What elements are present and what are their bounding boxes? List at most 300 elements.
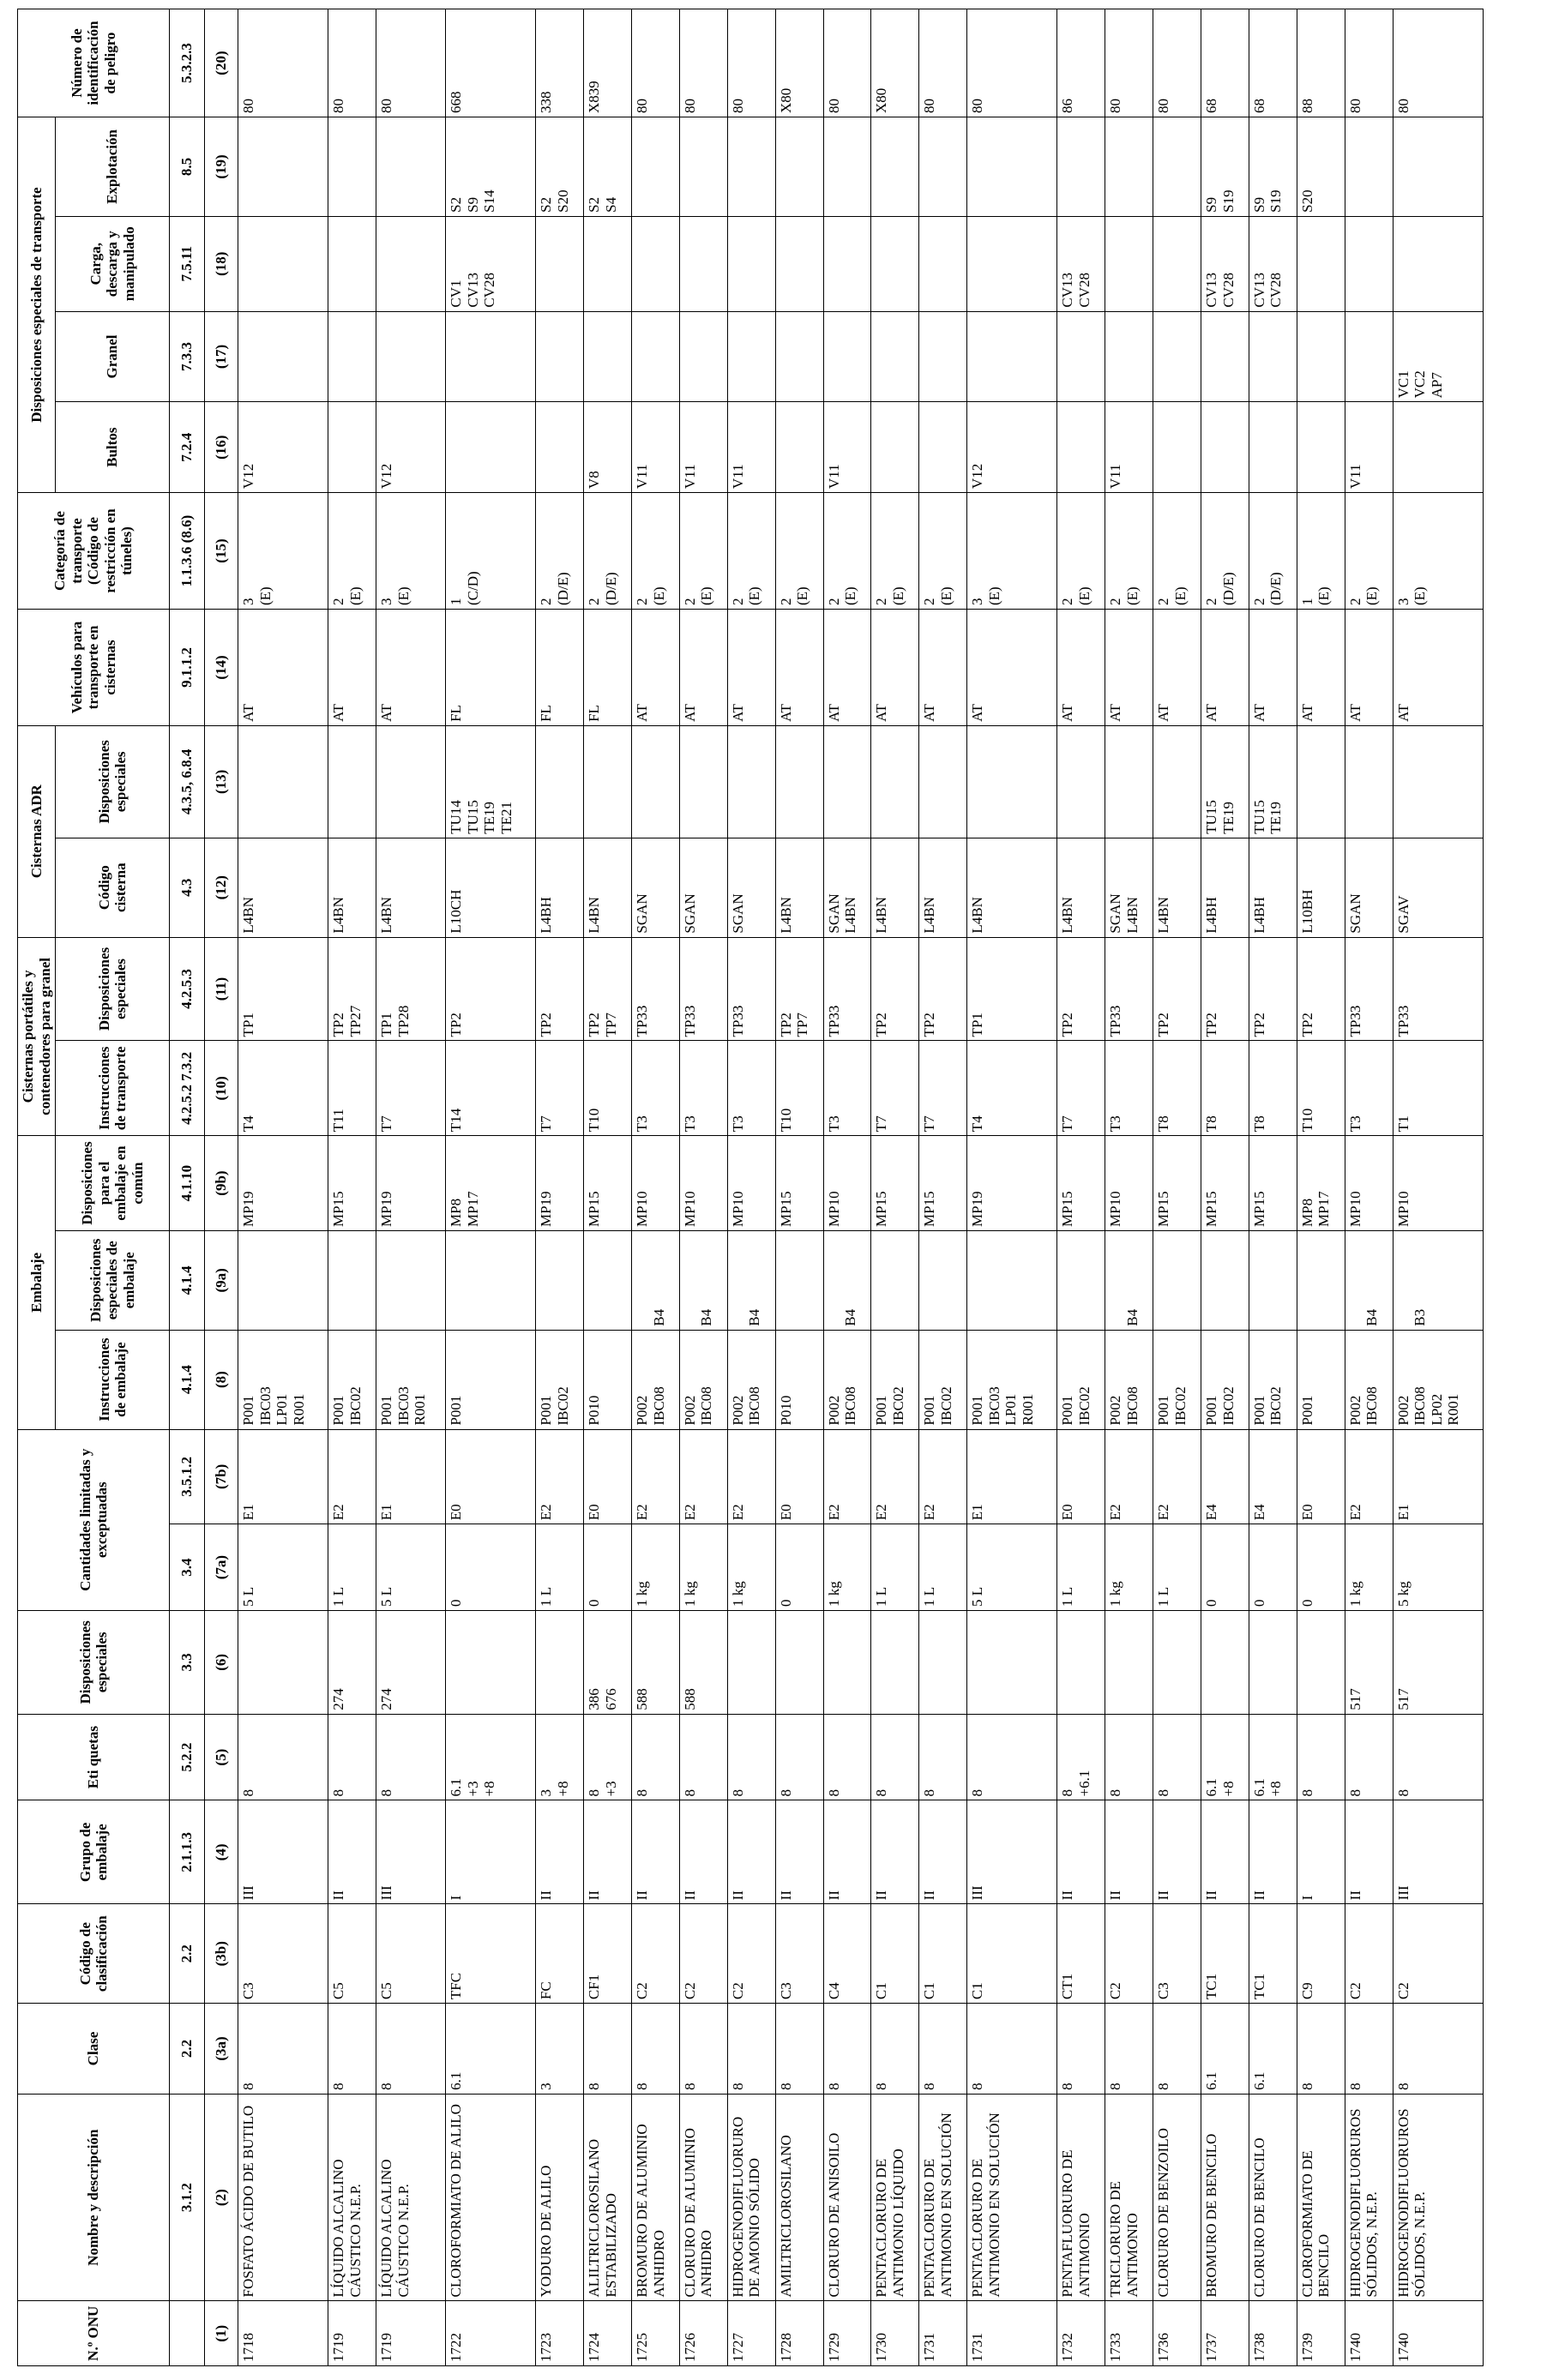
cell-line: 1 [1298, 598, 1315, 605]
table-cell [679, 117, 727, 217]
cell-line [1347, 730, 1364, 834]
table-cell [1297, 1714, 1345, 1800]
table-cell [1057, 2004, 1105, 2095]
substance-name-cell [1393, 2094, 1484, 2301]
table-cell [376, 937, 446, 1041]
cell-line: V12 [969, 463, 986, 490]
table-cell [1345, 402, 1393, 493]
cell-line: 1 kg [681, 1581, 698, 1607]
cell-line [730, 220, 747, 308]
table-cell [1153, 1524, 1201, 1611]
cell-line: MP10 [825, 1191, 842, 1227]
cell-line: TP1 [969, 1013, 986, 1037]
cell-line: L4BN [1155, 897, 1172, 934]
table-cell [445, 9, 535, 117]
table-cell [1249, 1330, 1297, 1429]
cell-line: T3 [1346, 1115, 1363, 1133]
cell-line: TP2 [447, 1013, 464, 1037]
cell-line: C5 [330, 1982, 347, 2000]
table-cell [1105, 117, 1153, 217]
cell-line: E2 [681, 1504, 698, 1521]
cell-line: 0 [1250, 1599, 1267, 1607]
table-cell [1201, 311, 1249, 402]
cell-line: AT [378, 704, 395, 722]
cell-line: C2 [1346, 1982, 1363, 2000]
column-number-cell: (20) [205, 9, 238, 117]
un-number-cell [1297, 2301, 1345, 2366]
cell-line: AT [1394, 704, 1412, 722]
cell-line: LP01 [1002, 1393, 1020, 1426]
cell-line: IBC03 [256, 1386, 274, 1426]
table-cell [1105, 311, 1153, 402]
table-cell [871, 117, 919, 217]
cell-line [682, 220, 699, 308]
cell-line [1155, 316, 1172, 399]
cell-line: 8 [729, 2082, 746, 2090]
cell-line: S4 [602, 196, 619, 213]
table-cell [823, 1041, 871, 1136]
table-cell [536, 1524, 584, 1611]
table-cell [727, 1904, 775, 2004]
table-cell [1297, 1524, 1345, 1611]
table-cell [1297, 1904, 1345, 2004]
table-cell [1249, 1429, 1297, 1524]
table-cell [445, 1041, 535, 1136]
un-number-cell [1057, 2301, 1105, 2366]
table-cell [1297, 1800, 1345, 1904]
cell-line: 6.1 [1203, 1778, 1220, 1797]
cell-line: 80 [1155, 99, 1172, 114]
cell-line: S19 [1219, 189, 1237, 213]
cell-line: II [330, 1890, 347, 1901]
cell-line: E4 [1250, 1504, 1267, 1521]
cell-line: III [240, 1885, 257, 1901]
table-cell [1297, 493, 1345, 610]
table-cell [727, 1610, 775, 1714]
substance-name-cell [775, 2094, 823, 2301]
table-cell [328, 1041, 376, 1136]
cell-line: 6.1 [1250, 1778, 1267, 1797]
cell-line: 80 [330, 99, 347, 114]
cell-line: B4 [1363, 1308, 1381, 1326]
cell-line [634, 730, 651, 834]
column-number-cell: (3b) [205, 1904, 238, 2004]
cell-line: 8 [586, 2082, 603, 2090]
cell-line: 1723 [538, 2333, 555, 2362]
table-cell [1057, 493, 1105, 610]
column-number-cell: (8) [205, 1330, 238, 1429]
cell-line: 80 [634, 99, 651, 114]
cell-line: I [1298, 1895, 1315, 1901]
cell-line: C2 [729, 1982, 746, 2000]
cell-line: II [921, 1890, 938, 1901]
cell-line: 8 [825, 1788, 842, 1797]
table-cell [328, 1330, 376, 1429]
column-number-cell: (18) [205, 216, 238, 311]
cell-line: TP2 [586, 1013, 603, 1037]
cell-line [1251, 1614, 1268, 1710]
un-number-cell [967, 2301, 1057, 2366]
cell-line: T3 [825, 1115, 842, 1133]
cell-line: CV13 [1203, 273, 1220, 308]
table-cell [967, 838, 1057, 937]
cell-line [1155, 220, 1172, 308]
table-cell [823, 609, 871, 725]
cell-line: TE21 [497, 802, 515, 834]
table-cell [679, 1041, 727, 1136]
table-cell [679, 609, 727, 725]
cell-line: TRICLORURO DE ANTIMONIO [1107, 2180, 1141, 2298]
table-cell [775, 493, 823, 610]
table-cell [1153, 9, 1201, 117]
table-cell [536, 1800, 584, 1904]
cell-line [1251, 1235, 1268, 1326]
table-cell [1201, 1041, 1249, 1136]
table-cell [1201, 216, 1249, 311]
cell-line [1107, 730, 1124, 834]
table-cell [328, 937, 376, 1041]
table-cell [1153, 493, 1201, 610]
table-cell [632, 1330, 680, 1429]
cell-line: 6.1 [447, 1778, 464, 1797]
cell-line: TP2 [1059, 1013, 1076, 1037]
cell-line: MP19 [378, 1191, 395, 1227]
table-cell [536, 402, 584, 493]
table-cell [1393, 117, 1484, 217]
cell-line [969, 1235, 986, 1326]
cell-line: E2 [1155, 1504, 1172, 1521]
cell-line [778, 121, 795, 213]
table-cell [376, 1136, 446, 1231]
cell-line: 386 [586, 1688, 603, 1710]
cell-line [682, 316, 699, 399]
table-cell [919, 1524, 967, 1611]
table-cell [727, 838, 775, 937]
table-cell [632, 2004, 680, 2095]
cell-line: S2 [538, 196, 555, 213]
cell-line: IBC08 [650, 1386, 667, 1426]
table-cell [967, 937, 1057, 1041]
table-cell [1249, 9, 1297, 117]
cell-line: 8 [777, 2082, 794, 2090]
reference-cell: 8.5 [170, 117, 205, 217]
cell-line [1251, 316, 1268, 399]
table-cell [775, 937, 823, 1041]
table-cell [775, 1330, 823, 1429]
cell-line: L4BN [586, 897, 603, 934]
cell-line: III [1394, 1885, 1412, 1901]
table-cell [328, 2004, 376, 2095]
reference-cell: 3.1.2 [170, 2094, 205, 2301]
substance-name-cell [727, 2094, 775, 2301]
table-cell [967, 1714, 1057, 1800]
cell-line: E0 [586, 1504, 603, 1521]
table-cell [1345, 1714, 1393, 1800]
table-cell [1297, 1041, 1345, 1136]
table-cell [376, 117, 446, 217]
reference-cell: 3.3 [170, 1610, 205, 1714]
cell-line: +8 [481, 1781, 498, 1797]
table-cell [1345, 1429, 1393, 1524]
table-cell [445, 609, 535, 725]
cell-line: TE19 [1267, 802, 1285, 834]
cell-line: T10 [1298, 1108, 1315, 1133]
reference-cell: 2.2 [170, 2004, 205, 2095]
table-cell [1393, 725, 1484, 838]
table-cell [727, 117, 775, 217]
cell-line: (E) [347, 586, 364, 605]
cell-line: II [1250, 1890, 1267, 1901]
table-cell [1297, 216, 1345, 311]
cell-line: P001 [1203, 1395, 1220, 1426]
cell-line: TP33 [1346, 1005, 1363, 1037]
cell-line: TFC [447, 1972, 464, 2000]
cell-line: 3 [378, 598, 395, 605]
cell-line: 8 [921, 1788, 938, 1797]
table-cell [1393, 1800, 1484, 1904]
cell-line: II [538, 1890, 555, 1901]
cell-line: 86 [1059, 99, 1076, 114]
table-cell [775, 1904, 823, 2004]
cell-line: 0 [1203, 1599, 1220, 1607]
table-cell [823, 1714, 871, 1800]
cell-line: YODURO DE ALILO [538, 2165, 555, 2298]
table-cell [823, 493, 871, 610]
table-cell [823, 1610, 871, 1714]
table-row [1153, 9, 1201, 2366]
cell-line: CV13 [1250, 273, 1267, 308]
table-cell [1345, 117, 1393, 217]
header-name: Nombre y descripción [18, 2094, 170, 2301]
cell-line: (E) [256, 586, 274, 605]
cell-line: L4BN [240, 897, 257, 934]
table-cell [632, 1610, 680, 1714]
un-number-cell [536, 2301, 584, 2366]
table-cell [328, 117, 376, 217]
table-cell [823, 1524, 871, 1611]
table-cell [1297, 311, 1345, 402]
cell-line: IBC02 [1267, 1386, 1285, 1426]
cell-line: L4BN [921, 897, 938, 934]
table-cell [584, 117, 632, 217]
table-cell [727, 9, 775, 117]
table-cell [1345, 493, 1393, 610]
cell-line [378, 220, 395, 308]
cell-line: 8 [969, 1788, 986, 1797]
cell-line [969, 730, 986, 834]
table-cell [238, 311, 328, 402]
cell-line: ALILTRICLOROSILANO ESTABILIZADO [586, 2139, 619, 2298]
cell-line: T3 [729, 1115, 746, 1133]
cell-line [873, 730, 890, 834]
table-cell [238, 493, 328, 610]
cell-line: (E) [1315, 586, 1333, 605]
table-cell [376, 2004, 446, 2095]
table-cell [1249, 1041, 1297, 1136]
table-cell [967, 1610, 1057, 1714]
table-cell [445, 1230, 535, 1330]
cell-line: PENTACLORURO DE ANTIMONIO LÍQUIDO [873, 2149, 906, 2298]
cell-line: 1719 [330, 2333, 347, 2362]
table-cell [632, 609, 680, 725]
header-special-provisions: Disposiciones especiales [18, 1610, 170, 1714]
cell-line: AT [1250, 704, 1267, 722]
cell-line [1107, 1235, 1124, 1326]
cell-line: +6.1 [1076, 1770, 1093, 1797]
table-cell [823, 216, 871, 311]
table-cell [1297, 1610, 1345, 1714]
cell-line: LÍQUIDO ALCALINO CÁUSTICO N.E.P. [378, 2159, 412, 2298]
cell-line: II [634, 1890, 651, 1901]
cell-line: 2 [586, 598, 603, 605]
table-cell [238, 1041, 328, 1136]
cell-line: V8 [586, 471, 603, 490]
un-number-cell [1249, 2301, 1297, 2366]
table-cell [536, 2004, 584, 2095]
table-cell [536, 1904, 584, 2004]
cell-line: T1 [1394, 1115, 1412, 1133]
cell-line: 1 L [538, 1586, 555, 1607]
substance-name-cell [584, 2094, 632, 2301]
un-number-cell [919, 2301, 967, 2366]
table-cell [679, 1524, 727, 1611]
table-cell [727, 725, 775, 838]
cell-line: R001 [290, 1393, 307, 1426]
cell-line: 0 [586, 1599, 603, 1607]
cell-line: +8 [554, 1781, 571, 1797]
reference-cell: 7.2.4 [170, 402, 205, 493]
table-cell [727, 1800, 775, 1904]
cell-line: C2 [1394, 1982, 1412, 2000]
cell-line: C1 [873, 1982, 890, 2000]
table-cell [823, 937, 871, 1041]
cell-line [330, 406, 347, 489]
cell-line: P002 [681, 1395, 698, 1426]
cell-line: 1 [447, 598, 464, 605]
table-cell [1393, 402, 1484, 493]
table-cell [1201, 402, 1249, 493]
cell-line [1107, 316, 1124, 399]
table-cell [584, 216, 632, 311]
cell-line: T4 [240, 1115, 257, 1133]
cell-line: T7 [1059, 1115, 1076, 1133]
table-row [536, 9, 584, 2366]
cell-line: TP2 [538, 1013, 555, 1037]
table-cell [871, 937, 919, 1041]
cell-line: 1740 [1346, 2333, 1363, 2362]
cell-line: MP15 [1059, 1191, 1076, 1227]
table-cell [1345, 609, 1393, 725]
table-cell [679, 1330, 727, 1429]
table-cell [871, 1330, 919, 1429]
table-cell [1057, 1330, 1105, 1429]
cell-line: MP15 [586, 1191, 603, 1227]
cell-line: 80 [1394, 99, 1412, 114]
table-cell [1201, 937, 1249, 1041]
cell-line: MP19 [538, 1191, 555, 1227]
un-number-cell [1345, 2301, 1393, 2366]
un-number-cell [376, 2301, 446, 2366]
cell-line [873, 406, 890, 489]
cell-line: 6.1 [1250, 2071, 1267, 2090]
table-cell [1057, 1041, 1105, 1136]
header-un-no: N.º ONU [18, 2301, 170, 2366]
reference-cell: 4.3.5, 6.8.4 [170, 725, 205, 838]
cell-line: (E) [937, 586, 954, 605]
cell-line: +8 [1267, 1781, 1285, 1797]
table-cell [823, 9, 871, 117]
cell-line: 1733 [1107, 2333, 1124, 2362]
table-row [1057, 9, 1105, 2366]
table-cell [445, 1429, 535, 1524]
cell-line: IBC08 [1412, 1386, 1429, 1426]
cell-line: P002 [825, 1395, 842, 1426]
cell-line [1347, 121, 1364, 213]
cell-line: AT [240, 704, 257, 722]
cell-line: AT [681, 704, 698, 722]
cell-line: T3 [681, 1115, 698, 1133]
table-cell [871, 609, 919, 725]
dangerous-goods-table [17, 9, 1484, 2366]
cell-line: IBC08 [842, 1386, 859, 1426]
cell-line: CF1 [586, 1974, 603, 2000]
cell-line: R001 [1445, 1393, 1462, 1426]
table-cell [775, 1800, 823, 1904]
cell-line: S9 [1250, 196, 1267, 213]
table-cell [238, 1136, 328, 1231]
table-cell [967, 1330, 1057, 1429]
cell-line: II [1155, 1890, 1172, 1901]
cell-line: 0 [777, 1599, 794, 1607]
reference-cell: 4.1.10 [170, 1136, 205, 1231]
cell-line: II [825, 1890, 842, 1901]
table-cell [919, 1136, 967, 1231]
cell-line: (D/E) [554, 572, 571, 605]
cell-line: AT [969, 704, 986, 722]
table-cell [775, 2004, 823, 2095]
cell-line: LP02 [1428, 1393, 1445, 1426]
table-cell [445, 1904, 535, 2004]
cell-line: 8 [969, 2082, 986, 2090]
table-cell [536, 1330, 584, 1429]
cell-line: 2 [330, 598, 347, 605]
column-number-cell: (6) [205, 1610, 238, 1714]
table-cell [328, 1136, 376, 1231]
table-cell [445, 1800, 535, 1904]
cell-line [921, 1614, 938, 1710]
table-cell [1105, 1904, 1153, 2004]
cell-line: II [873, 1890, 890, 1901]
table-cell [238, 1429, 328, 1524]
cell-line: VC2 [1412, 370, 1429, 399]
table-cell [1153, 1429, 1201, 1524]
cell-line: TP33 [681, 1005, 698, 1037]
cell-line: C3 [1155, 1982, 1172, 2000]
table-cell [1057, 1714, 1105, 1800]
table-cell [967, 1230, 1057, 1330]
table-cell [871, 2004, 919, 2095]
cell-line: PENTAFLUORURO DE ANTIMONIO [1059, 2149, 1093, 2298]
cell-line: 8 [873, 1788, 890, 1797]
cell-line: S20 [554, 189, 571, 213]
cell-line: L4BH [1203, 897, 1220, 934]
table-cell [919, 402, 967, 493]
cell-line: 2 [873, 598, 890, 605]
cell-line: (D/E) [1267, 572, 1285, 605]
column-number-cell: (3a) [205, 2004, 238, 2095]
cell-line: TP2 [1155, 1013, 1172, 1037]
cell-line [921, 730, 938, 834]
